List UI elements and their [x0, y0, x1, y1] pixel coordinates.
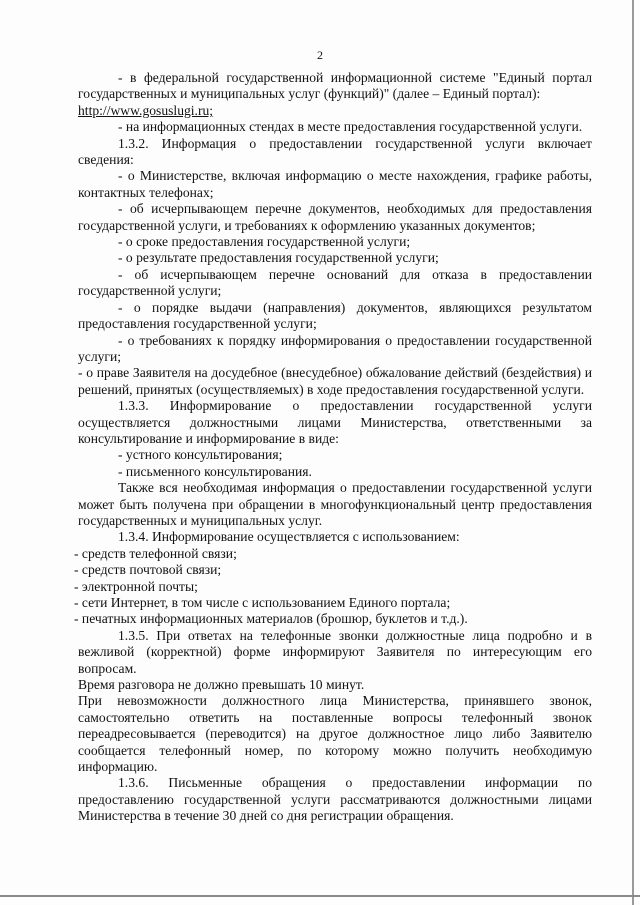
list-item-refusal: - об исчерпывающем перечне оснований для отказа в предоставлении государственной услуги;	[78, 266, 592, 299]
list-item-informing-requirements: - о требованиях к порядку информирования о предоставлении государственной услуги;	[78, 332, 592, 364]
scan-edge-bottom	[0, 895, 640, 897]
list-item-written: - письменного консультирования.	[118, 463, 312, 479]
paragraph-call-duration: Время разговора не должно превышать 10 минут.	[78, 677, 365, 693]
list-item-ministry: - о Министерстве, включая информацию о месте нахождения, графике работы, контактных телефонах;	[78, 168, 592, 200]
list-item-documents: - об исчерпывающем перечне документов, необходимых для предоставления государственной услуги, и требованиях к оформлению указанных документов;	[78, 201, 592, 233]
list-item-print: - печатных информационных материалов (брошюр, буклетов и т.д.).	[74, 611, 468, 627]
paragraph-epgu: - в федеральной государственной информационной системе "Единый портал государственных и муниципальных услуг (функций)" (далее – Единый портал):	[78, 70, 592, 102]
page-number: 2	[317, 48, 323, 62]
list-item-issuance: - о порядке выдачи (направления) документов, являющихся результатом предоставления государственной услуги;	[78, 299, 592, 332]
list-item-result: - о результате предоставления государственной услуги;	[118, 250, 439, 266]
list-item-phone: - средств телефонной связи;	[74, 545, 237, 561]
list-item-oral: - устного консультирования;	[118, 447, 283, 463]
list-item-email: - электронной почты;	[74, 578, 198, 594]
list-item-post: - средств почтовой связи;	[74, 562, 222, 578]
scan-edge-right	[632, 0, 634, 905]
paragraph-mfc: Также вся необходимая информация о предоставлении государственной услуги может быть получена при обращении в многофункциональный центр предоставления государственных и муниципальных услуг.	[78, 480, 592, 528]
list-item-appeal-right: - о праве Заявителя на досудебное (внесудебное) обжалование действий (бездействия) и решений, принятых (осуществляемых) в ходе предоставления государственной услуги.	[78, 365, 592, 397]
paragraph-1-3-3: 1.3.3. Информирование о предоставлении государственной услуги осуществляется должностными лицами Министерства, ответственными за консультирование и информирование в виде:	[78, 398, 592, 446]
paragraph-1-3-5: 1.3.5. При ответах на телефонные звонки должностные лица подробно и в вежливой (корректной) форме информируют Заявителя по интересующим его вопросам.	[78, 627, 592, 676]
paragraph-1-3-2: 1.3.2. Информация о предоставлении государственной услуги включает сведения:	[78, 135, 592, 168]
paragraph-stands: - на информационных стендах в месте предоставления государственной услуги.	[118, 119, 583, 135]
paragraph-call-redirect: При невозможности должностного лица Министерства, принявшего звонок, самостоятельно ответить на поставленные вопросы телефонный звонок переадресовывается (переводится) на другое должностное лицо либо Заявителю сообщается телефонный номер, по которому можно получить необходимую информацию.	[78, 693, 592, 775]
list-item-term: - о сроке предоставления государственной услуги;	[118, 234, 411, 250]
list-item-internet: - сети Интернет, в том числе с использованием Единого портала;	[74, 595, 451, 610]
document-body	[74, 70, 592, 825]
gosuslugi-link[interactable]: http://www.gosuslugi.ru;	[78, 102, 214, 118]
paragraph-1-3-4: 1.3.4. Информирование осуществляется с использованием:	[118, 529, 460, 545]
paragraph-1-3-6: 1.3.6. Письменные обращения о предоставлении информации по предоставлению государственной услуги рассматриваются должностными лицами Министерства в течение 30 дней со дня регистрации обращения.	[78, 775, 592, 824]
